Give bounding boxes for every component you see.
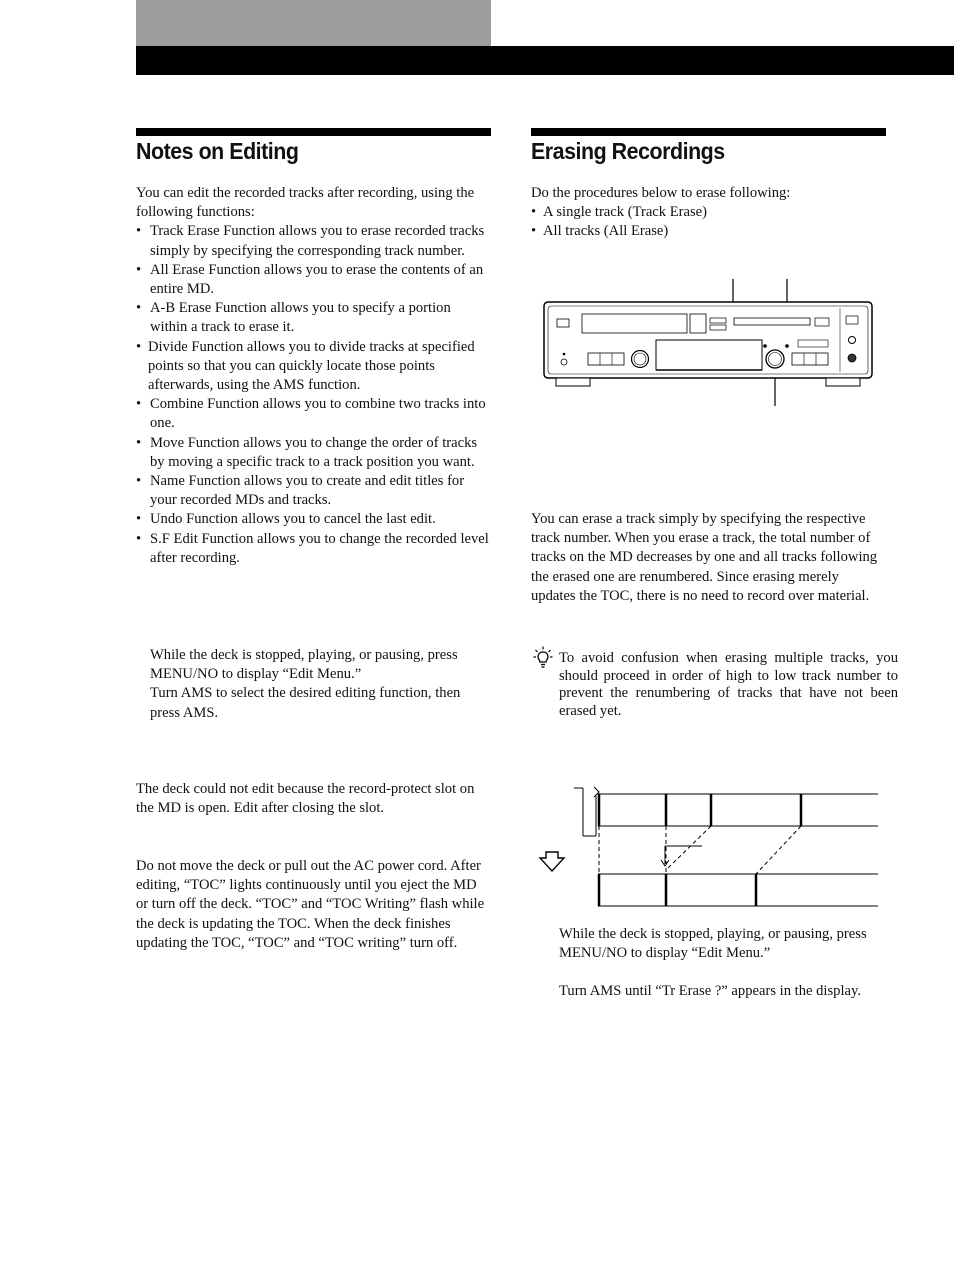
erasing-recordings-heading: Erasing Recordings <box>531 138 725 164</box>
toc-note: Do not move the deck or pull out the AC power cord. After editing, “TOC” lights continuously until you eject the MD or turn off the deck. “TOC” and “TOC Writing” flash while the deck is updating the TOC. When the deck finishes updating the TOC, “TOC” and “TOC writing” turn off. <box>136 858 485 951</box>
tip-text: To avoid confusion when erasing multiple tracks, you should proceed in order of high to low track number to prevent the renumbering of tracks that have not been erased yet. <box>559 650 898 719</box>
md-deck-illustration <box>540 276 880 408</box>
list-item: • Combine Function allows you to combine two tracks into one. <box>136 395 491 433</box>
header-gray-tab <box>136 0 491 46</box>
section-rule-left <box>136 128 491 136</box>
list-item: • All Erase Function allows you to erase the contents of an entire MD. <box>136 261 491 299</box>
left-step-1: While the deck is stopped, playing, or pausing, press MENU/NO to display “Edit Menu.” <box>150 647 458 683</box>
track-erase-diagram <box>534 778 880 910</box>
right-body: You can erase a track simply by specifying the respective track number. When you erase a track, the total number of tracks on the MD decreases by one and all tracks following the erased one are renumbered. Since erasing merely updates the TOC, there is no need to record over material. <box>531 511 878 604</box>
function-list <box>136 222 491 568</box>
list-item: • A-B Erase Function allows you to specify a portion within a track to erase it. <box>136 299 491 337</box>
erase-type-list <box>531 203 886 241</box>
right-intro-block <box>531 184 886 242</box>
right-intro: Do the procedures below to erase following: <box>531 185 791 201</box>
notes-on-editing-heading: Notes on Editing <box>136 138 299 164</box>
left-intro-block <box>136 184 491 568</box>
list-item: • Move Function allows you to change the order of tracks by moving a specific track to a track position you want. <box>136 434 491 472</box>
down-arrow-icon <box>540 852 564 871</box>
list-item: • A single track (Track Erase) <box>531 203 886 222</box>
list-item: • Name Function allows you to create and edit titles for your recorded MDs and tracks. <box>136 472 491 510</box>
list-item: • S.F Edit Function allows you to change the recorded level after recording. <box>136 530 491 568</box>
header-black-bar <box>136 46 954 75</box>
list-item: • Track Erase Function allows you to erase recorded tracks simply by specifying the corresponding track number. <box>136 222 491 260</box>
left-intro: You can edit the recorded tracks after recording, using the following functions: <box>136 185 475 221</box>
lightbulb-tip-icon <box>533 646 553 670</box>
right-step-2: Turn AMS until “Tr Erase ?” appears in the display. <box>559 983 861 1000</box>
list-item: • Divide Function allows you to divide tracks at specified points so that you can quickly locate those points afterwards, using the AMS function. <box>136 338 491 396</box>
record-protect-note: The deck could not edit because the record-protect slot on the MD is open. Edit after closing the slot. <box>136 781 475 817</box>
right-steps <box>559 925 879 1002</box>
left-steps <box>150 646 480 723</box>
section-rule-right <box>531 128 886 136</box>
list-item: • Undo Function allows you to cancel the last edit. <box>136 510 491 529</box>
left-step-2: Turn AMS to select the desired editing function, then press AMS. <box>150 685 461 721</box>
right-step-1: While the deck is stopped, playing, or pausing, press MENU/NO to display “Edit Menu.” <box>559 926 867 962</box>
list-item: • All tracks (All Erase) <box>531 222 886 241</box>
